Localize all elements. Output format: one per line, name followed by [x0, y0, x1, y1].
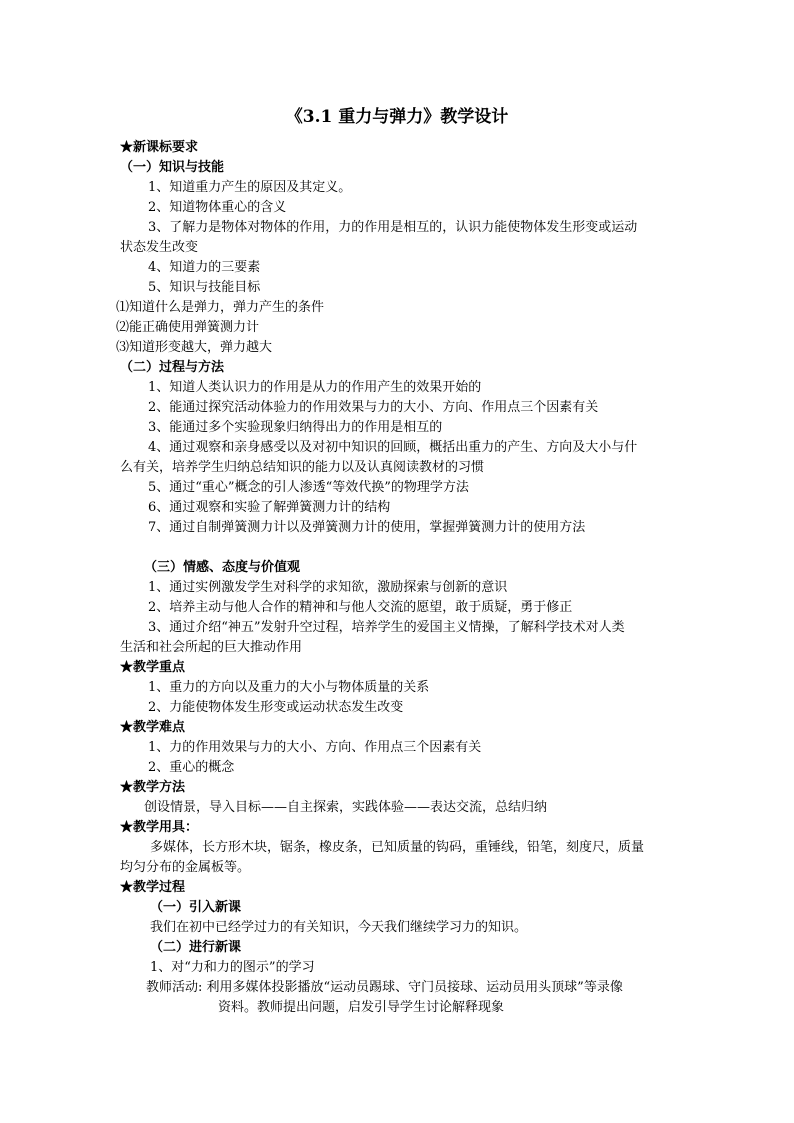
list-item: 3、通过介绍“神五”发射升空过程，培养学生的爱国主义情操，了解科学技术对人类 — [148, 620, 625, 635]
list-item: 1、通过实例激发学生对科学的求知欲，激励探索与创新的意识 — [148, 580, 508, 595]
teacher-activity-continuation: 资料。教师提出问题，启发引导学生讨论解释现象 — [218, 1000, 505, 1015]
list-item: 3、了解力是物体对物体的作用，力的作用是相互的，认识力能使物体发生形变或运动 — [148, 220, 638, 235]
section-heading-standards: ★新课标要求 — [120, 140, 199, 155]
list-item-continuation: 状态发生改变 — [120, 240, 199, 255]
section-heading-difficulties: ★教学难点 — [120, 720, 186, 735]
teacher-activity — [120, 978, 680, 998]
section-heading-tools: ★教学用具： — [120, 820, 199, 835]
list-item: 3、能通过多个实验现象归纳得出力的作用是相互的 — [148, 420, 443, 435]
list-item: 2、知道物体重心的含义 — [148, 200, 287, 215]
section-heading-key-points: ★教学重点 — [120, 660, 186, 675]
subheading-process-methods: （二）过程与方法 — [120, 360, 225, 375]
sub-list-item: ⑴知道什么是弹力，弹力产生的条件 — [116, 300, 325, 315]
subheading-emotions-values: （三）情感、态度与价值观 — [144, 560, 301, 575]
list-item-continuation: 生活和社会所起的巨大推动作用 — [120, 640, 303, 655]
paragraph: 多媒体，长方形木块，锯条，橡皮条，已知质量的钩码，重锤线，铅笔，刻度尺，质量 — [150, 840, 645, 855]
teacher-activity-label: 教师活动: — [146, 980, 203, 995]
sub-list-item: ⑵能正确使用弹簧测力计 — [116, 320, 260, 335]
paragraph-continuation: 均匀分布的金属板等。 — [120, 860, 251, 875]
list-item: 7、通过自制弹簧测力计以及弹簧测力计的使用，掌握弹簧测力计的使用方法 — [148, 520, 586, 535]
list-item: 1、对“力和力的图示”的学习 — [150, 960, 315, 975]
paragraph: 创设情景，导入目标——自主探索，实践体验——表达交流，总结归纳 — [144, 800, 548, 815]
document-title: 《3.1 重力与弹力》教学设计 — [285, 107, 509, 127]
list-item: 2、重心的概念 — [148, 760, 235, 775]
document-body — [116, 138, 680, 1018]
subheading-introduction: （一）引入新课 — [150, 900, 242, 915]
list-item: 2、力能使物体发生形变或运动状态发生改变 — [148, 700, 404, 715]
teacher-activity-text: 利用多媒体投影播放“运动员踢球、守门员接球、运动员用头顶球”等录像 — [206, 980, 623, 995]
sub-list-item: ⑶知道形变越大，弹力越大 — [116, 340, 273, 355]
blank-line — [120, 538, 680, 558]
list-item: 1、知道人类认识力的作用是从力的作用产生的效果开始的 — [148, 380, 482, 395]
list-item: 4、通过观察和亲身感受以及对初中知识的回顾，概括出重力的产生、方向及大小与什 — [148, 440, 638, 455]
section-heading-process: ★教学过程 — [120, 880, 186, 895]
list-item-continuation: 么有关，培养学生归纳总结知识的能力以及认真阅读教材的习惯 — [120, 460, 485, 475]
list-item: 4、知道力的三要素 — [148, 260, 261, 275]
list-item: 5、知识与技能目标 — [148, 280, 261, 295]
section-heading-methods: ★教学方法 — [120, 780, 186, 795]
subheading-new-lesson: （二）进行新课 — [150, 940, 242, 955]
list-item: 6、通过观察和实验了解弹簧测力计的结构 — [148, 500, 391, 515]
list-item: 2、培养主动与他人合作的精神和与他人交流的愿望，敢于质疑，勇于修正 — [148, 600, 573, 615]
list-item: 5、通过“重心”概念的引人渗透“等效代换”的物理学方法 — [148, 480, 469, 495]
list-item: 2、能通过探究活动体验力的作用效果与力的大小、方向、作用点三个因素有关 — [148, 400, 599, 415]
subheading-knowledge-skills: （一）知识与技能 — [120, 160, 225, 175]
paragraph: 我们在初中已经学过力的有关知识，今天我们继续学习力的知识。 — [150, 920, 528, 935]
list-item: 1、知道重力产生的原因及其定义。 — [148, 180, 352, 195]
list-item: 1、重力的方向以及重力的大小与物体质量的关系 — [148, 680, 430, 695]
list-item: 1、力的作用效果与力的大小、方向、作用点三个因素有关 — [148, 740, 482, 755]
